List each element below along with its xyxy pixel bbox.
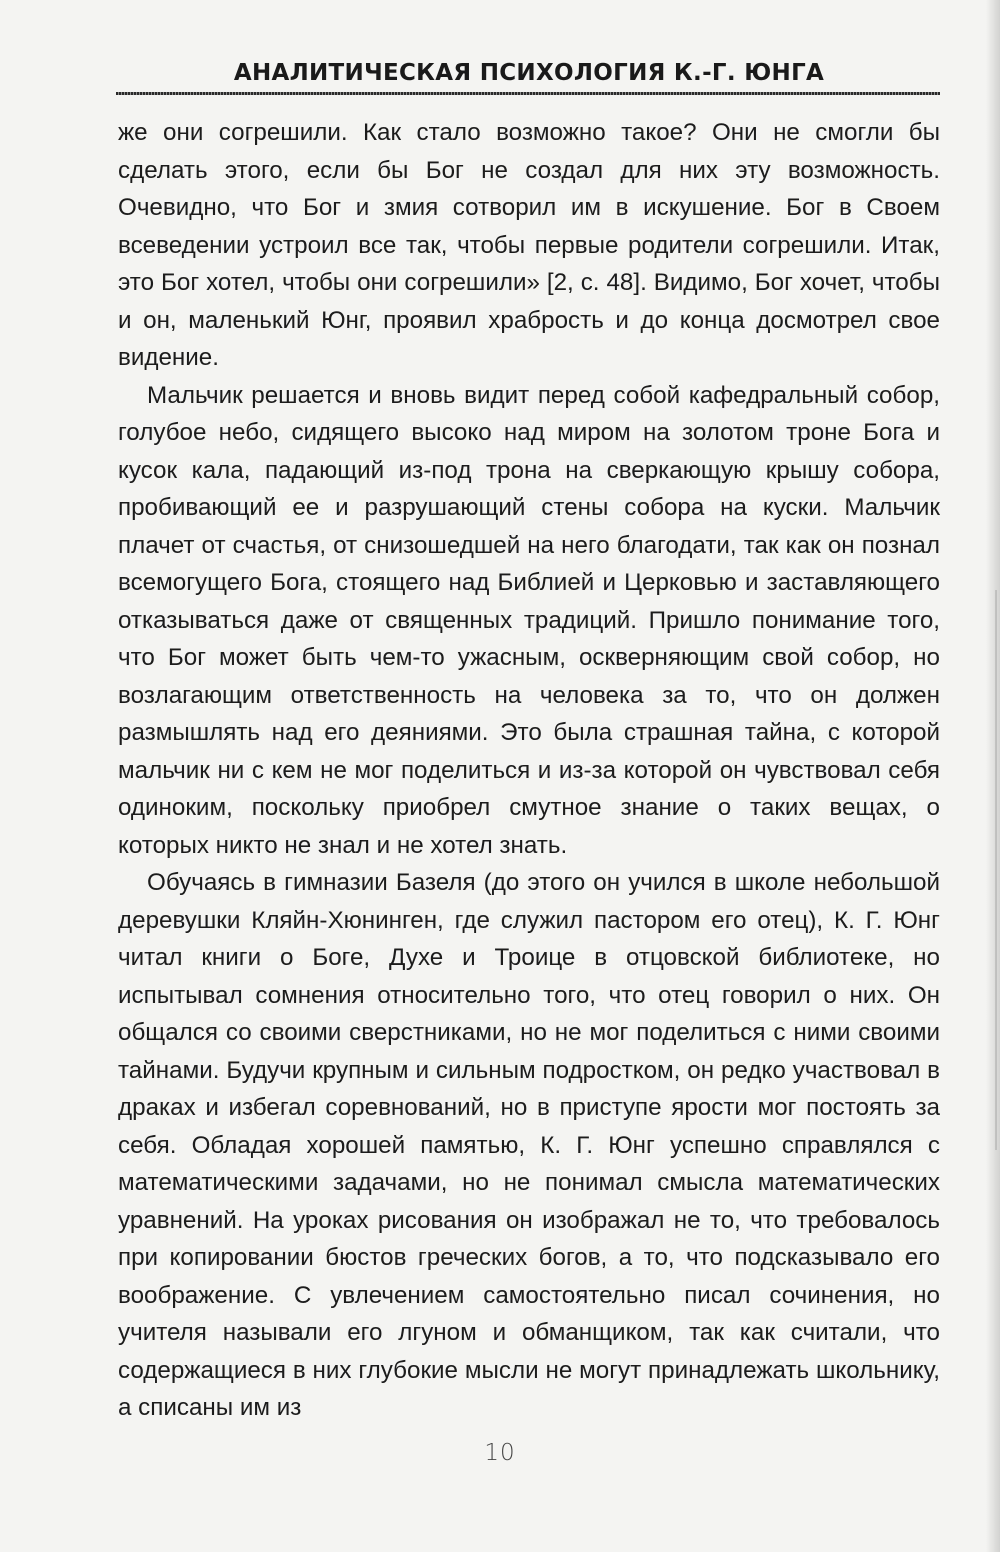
page-number: 10 (484, 1440, 516, 1466)
page-edge-shadow (986, 0, 1000, 1552)
running-header: АНАЛИТИЧЕСКАЯ ПСИХОЛОГИЯ К.-Г. ЮНГА (233, 60, 825, 86)
header-rule (116, 92, 940, 95)
paragraph: Обучаясь в гимназии Базеля (до этого он учился в школе небольшой деревушки Кляйн-Хюнинген, где служил пастором его отец), К. Г. Юнг читал книги о Боге, Духе и Троице в отцовской библиотеке, но испытывал сомнения относительно того, что отец говорил о них. Он общался со своими сверстниками, но не мог поделиться с ними своими тайнами. Будучи крупным и сильным подростком, он редко участвовал в драках и избегал соревнований, но в приступе ярости мог постоять за себя. Обладая хорошей памятью, К. Г. Юнг успешно справлялся с математическими задачами, но не понимал смысла математических уравнений. На уроках рисования он изображал не то, что требовалось при копировании бюстов греческих богов, а то, что подсказывало его воображение. С увлечением самостоятельно писал сочинения, но учителя называли его лгуном и обманщиком, так как считали, что содержащиеся в них глубокие мысли не могут принадлежать школьнику, а списаны им из (118, 869, 940, 1421)
page-edge-line (995, 590, 997, 1150)
paragraph: Мальчик решается и вновь видит перед собой кафедральный собор, голубое небо, сидящего высоко над миром на золотом троне Бога и кусок кала, падающий из-под трона на сверкающую крышу собора, пробивающий ее и разрушающий стены собора на куски. Мальчик плачет от счастья, от снизошедшей на него благодати, так как он познал всемогущего Бога, стоящего над Библией и Церковью и заставляющего отказываться даже от священных традиций. Пришло понимание того, что Бог может быть чем-то ужасным, оскверняющим свой собор, но возлагающим ответственность на человека за то, что он должен размышлять над его деяниями. Это была страшная тайна, с которой мальчик ни с кем не мог поделиться и из-за которой он чувствовал себя одиноким, поскольку приобрел смутное знание о таких вещах, о которых никто не знал и не хотел знать. (118, 381, 940, 859)
paragraph: же они согрешили. Как стало возможно такое? Они не смогли бы сделать этого, если бы Бог не создал для них эту возможность. Очевидно, что Бог и змия сотворил им в искушение. Бог в Своем всеведении устроил все так, чтобы первые родители согрешили. Итак, это Бог хотел, чтобы они согрешили» [2, с. 48]. Видимо, Бог хочет, чтобы и он, маленький Юнг, проявил храбрость и до конца досмотрел свое видение. (118, 119, 940, 371)
body-text (118, 114, 940, 1427)
